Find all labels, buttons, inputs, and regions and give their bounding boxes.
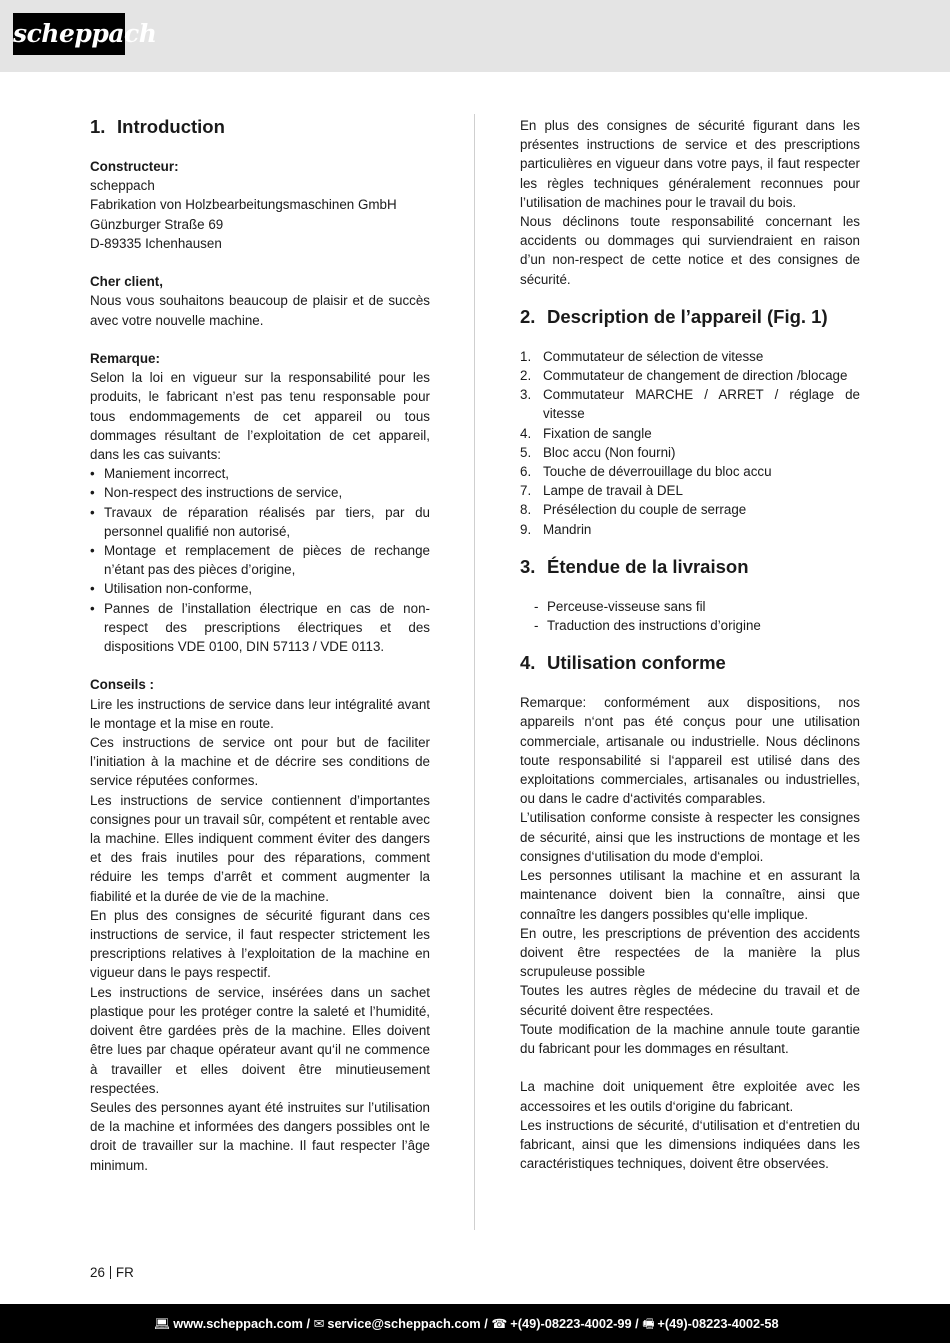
email-icon: ✉︎: [313, 1316, 325, 1331]
paragraph: En plus des consignes de sécurité figurant dans ces instructions de service, il faut respecter strictement les prescriptions relatives à l’exploitation de la machine en vigueur dans le pays respectif.: [90, 907, 430, 981]
item-text: Commutateur MARCHE / ARRET / réglage de vitesse: [543, 387, 860, 422]
paragraph: Toutes les autres règles de médecine du travail et de sécurité doivent être respectées.: [520, 983, 860, 1018]
manufacturer-line: Günzburger Straße 69: [90, 216, 224, 232]
item-number: 6.: [520, 464, 532, 480]
description-item: [520, 366, 860, 385]
section-heading-description: 2. Description de l’appareil (Fig. 1): [520, 305, 828, 327]
paragraph: La machine doit uniquement être exploitée avec les accessoires et les outils d‘origine du fabricant.: [520, 1079, 860, 1114]
bullet-item: [90, 503, 430, 541]
bullet-marker: •: [90, 581, 95, 597]
section-heading-introduction: 1. Introduction: [90, 116, 225, 137]
bullet-item: [90, 541, 430, 579]
bullet-marker: •: [90, 600, 95, 616]
item-text: Touche de déverrouillage du bloc accu: [543, 464, 772, 480]
item-text: Fixation de sangle: [543, 425, 652, 441]
paragraph: En plus des consignes de sécurité figurant dans les présentes instructions de service et des prescriptions particulières en vigueur dans votre pays, il faut respecter les règles techniques généralement reconnues pour l’utilisation de machines pour le travail du bois.: [520, 118, 860, 210]
bullet-item: [90, 483, 430, 502]
intended-use-text: [520, 693, 860, 1058]
computer-icon: 💻︎: [154, 1316, 171, 1331]
item-number: 8.: [520, 502, 532, 518]
scheppach-logo: scheppach: [13, 13, 125, 55]
item-text: Commutateur de sélection de vitesse: [543, 348, 764, 364]
item-text: Présélection du couple de serrage: [543, 502, 747, 518]
remark-label: Remarque:: [90, 351, 160, 366]
bullet-marker: •: [90, 485, 95, 501]
footer-fax: +(49)-08223-4002-58: [657, 1316, 779, 1331]
bullet-text: Non-respect des instructions de service,: [104, 485, 343, 501]
bullet-text: Montage et remplacement de pièces de rechange n’étant pas des pièces d’origine,: [104, 543, 430, 578]
remark-bullet-list: [90, 464, 430, 656]
intended-use-text-2: [520, 1077, 860, 1173]
bullet-item: [90, 464, 430, 483]
bullet-marker: •: [90, 543, 95, 559]
item-number: 3.: [520, 387, 532, 403]
scope-list: [520, 597, 860, 635]
paragraph: Les instructions de sécurité, d‘utilisation et d‘entretien du fabricant, ainsi que les dimensions indiquées dans les caractéristiques techniques, doivent être observées.: [520, 1117, 860, 1172]
item-number: 4.: [520, 425, 532, 441]
item-number: 2.: [520, 368, 532, 384]
bullet-marker: •: [90, 504, 95, 520]
paragraph: L’utilisation conforme consiste à respecter les consignes de sécurité, ainsi que les instructions de montage et les consignes d‘utilisation du mode d‘emploi.: [520, 810, 860, 864]
description-item: [520, 347, 860, 366]
description-item: [520, 424, 860, 443]
description-item: [520, 385, 860, 423]
manufacturer-line: Fabrikation von Holzbearbeitungsmaschinen GmbH: [90, 197, 397, 213]
section-heading-intended-use: 4. Utilisation conforme: [520, 652, 726, 674]
bullet-text: Maniement incorrect,: [104, 466, 230, 482]
paragraph: Les instructions de service contiennent d’importantes consignes pour un travail sûr, compétent et rentable avec la machine. Elles indiquent comment éviter des dangers et des frais inutiles pour des réparations, comment réduire les temps d’arrêt et comment augmenter la fiabilité et la durée de vie de la machine.: [90, 792, 430, 904]
item-number: 9.: [520, 521, 532, 537]
manufacturer-label: Constructeur:: [90, 159, 179, 174]
bullet-text: Utilisation non-conforme,: [104, 581, 253, 597]
description-item: [520, 462, 860, 481]
advice-text: [90, 695, 430, 1175]
item-text: Lampe de travail à DEL: [543, 483, 683, 499]
description-item: [520, 520, 860, 539]
item-text: Mandrin: [543, 521, 592, 537]
manufacturer-address: [90, 176, 430, 253]
paragraph: Toute modification de la machine annule toute garantie du fabricant pour les dommages en résultant.: [520, 1021, 860, 1056]
column-divider: [474, 114, 475, 1230]
item-number: 7.: [520, 483, 532, 499]
dash-marker: -: [534, 598, 539, 614]
paragraph: Seules des personnes ayant été instruites sur l’utilisation de la machine et informées des dangers possibles ont le droit de travailler sur la machine. Il faut respecter l’âge minimum.: [90, 1099, 430, 1173]
bullet-text: Travaux de réparation réalisés par tiers, par du personnel qualifié non autorisé,: [104, 504, 430, 539]
advice-label: Conseils :: [90, 677, 154, 693]
page-number-separator: [110, 1266, 111, 1279]
item-number: 1.: [520, 348, 532, 364]
bullet-text: Pannes de l’installation électrique en cas de non-respect des prescriptions électriques et des dispositions VDE 0100, DIN 57113 / VDE 0113.: [104, 600, 430, 655]
description-item: [520, 443, 860, 462]
item-text: Commutateur de changement de direction /blocage: [543, 368, 848, 384]
scope-item: [534, 616, 860, 635]
safety-intro-text: [520, 116, 860, 289]
bullet-item: [90, 599, 430, 657]
fax-icon: 🖷︎: [642, 1316, 655, 1331]
paragraph: Remarque: conformément aux dispositions, nos appareils n‘ont pas été conçus pour une utilisation commerciale, artisanale ou industrielle. Nous déclinons toute responsabilité si l‘appareil est utilisé dans des exploitations commerciales, artisanales ou industrielles, ou dans le cadre d‘activités comparables.: [520, 695, 860, 807]
footer-email[interactable]: service@scheppach.com: [327, 1316, 481, 1331]
scope-text: Perceuse-visseuse sans fil: [547, 598, 706, 614]
footer-website[interactable]: www.scheppach.com: [173, 1316, 303, 1331]
manufacturer-line: scheppach: [90, 178, 155, 194]
dash-marker: -: [534, 618, 539, 634]
item-number: 5.: [520, 444, 532, 460]
client-label: Cher client,: [90, 274, 163, 290]
paragraph: Les personnes utilisant la machine et en assurant la maintenance doivent bien la connaître, ainsi que connaître les dangers possibles qu‘elle implique.: [520, 868, 860, 922]
bullet-marker: •: [90, 466, 95, 482]
paragraph: Ces instructions de service ont pour but de faciliter l’initiation à la machine et de décrire ses conditions de service réputées conformes.: [90, 735, 430, 789]
remark-text: Selon la loi en vigueur sur la responsabilité pour les produits, le fabricant n’est pas tenu responsable pour tous endommagements de cet appareil ou tous dommages résultant de l’exploitation de cet appareil, dans les cas suivants:: [90, 370, 430, 463]
page-footer: 💻︎ www.scheppach.com / ✉︎ service@scheppach.com / ☎︎ +(49)-08223-4002-99 / 🖷︎ +(49)-08223-4002-58: [0, 1304, 950, 1343]
description-list: [520, 347, 860, 539]
left-column: [90, 116, 430, 1175]
paragraph: Les instructions de service, insérées dans un sachet plastique pour les protéger contre la saleté et l’humidité, doivent être gardées près de la machine. Elles doivent être lues par chaque opérateur avant qu‘il ne commence à travailler et elles doivent être minutieusement respectées.: [90, 984, 430, 1096]
page-header: [0, 0, 950, 72]
paragraph: Nous déclinons toute responsabilité concernant les accidents ou dommages qui surviendraient en raison d’un non-respect de cette notice et des consignes de sécurité.: [520, 214, 860, 287]
manufacturer-line: D-89335 Ichenhausen: [90, 235, 222, 251]
phone-icon: ☎︎: [491, 1316, 508, 1331]
right-column: [520, 116, 860, 1173]
scope-text: Traduction des instructions d’origine: [547, 618, 761, 634]
paragraph: Lire les instructions de service dans leur intégralité avant le montage et la mise en route.: [90, 696, 430, 731]
item-text: Bloc accu (Non fourni): [543, 444, 676, 460]
footer-phone: +(49)-08223-4002-99: [510, 1316, 632, 1331]
description-item: [520, 500, 860, 519]
bullet-item: [90, 579, 430, 598]
client-text: Nous vous souhaitons beaucoup de plaisir et de succès avec votre nouvelle machine.: [90, 293, 430, 328]
scope-item: [534, 597, 860, 616]
description-item: [520, 481, 860, 500]
page-number: 26 FR: [90, 1265, 134, 1280]
paragraph: En outre, les prescriptions de prévention des accidents doivent être respectées de la manière la plus scrupuleuse possible: [520, 925, 860, 980]
section-heading-scope: 3. Étendue de la livraison: [520, 555, 749, 577]
